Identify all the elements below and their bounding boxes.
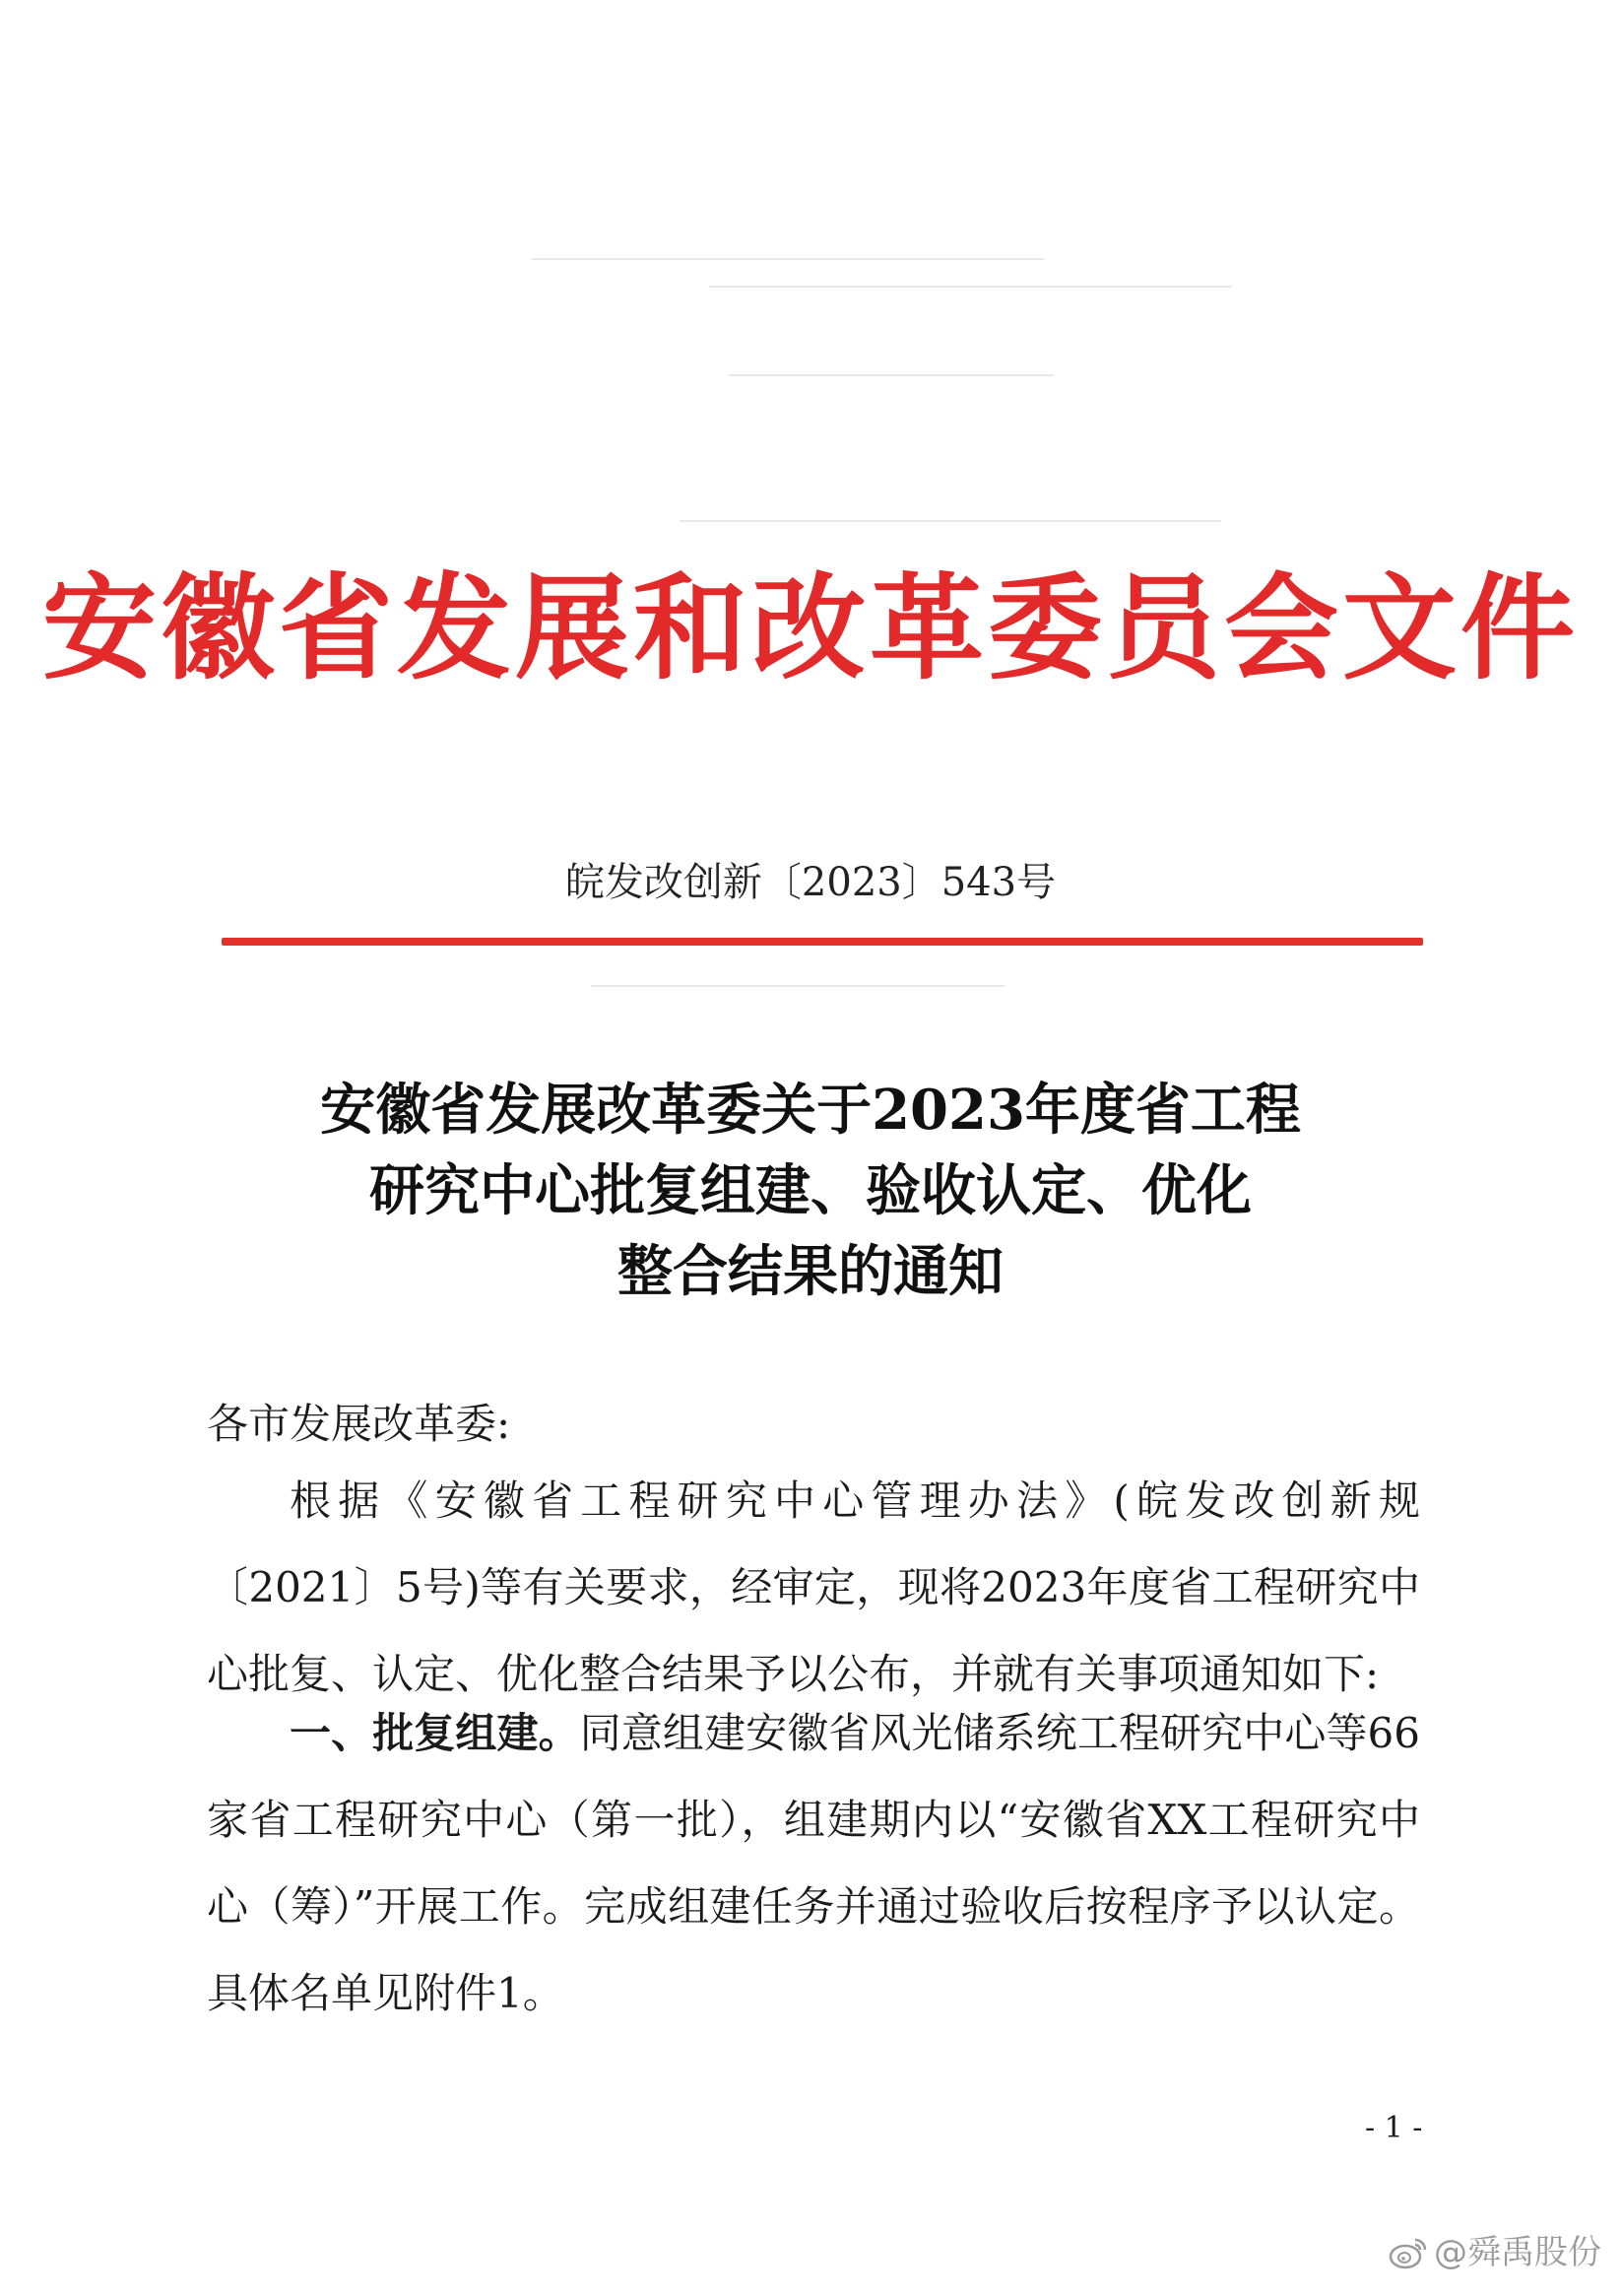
bleed-through-line xyxy=(532,258,1044,260)
document-number: 皖发改创新〔2023〕543号 xyxy=(564,860,1057,905)
bleed-through-line xyxy=(729,374,1054,376)
title-line-2: 研究中心批复组建、验收认定、优化 xyxy=(369,1158,1252,1223)
title-line-1: 安徽省发展改革委关于2023年度省工程 xyxy=(320,1078,1301,1143)
paragraph-approval xyxy=(207,1690,1420,2037)
bleed-through-line xyxy=(591,985,1005,987)
paragraph-approval-heading: 一、批复组建。 xyxy=(290,1709,580,1757)
paragraph-intro: 根据《安徽省工程研究中心管理办法》(皖发改创新规〔2021〕5号)等有关要求，经审定，现将2023年度省工程研究中心批复、认定、优化整合结果予以公布，并就有关事项通知如下: xyxy=(207,1476,1420,1698)
paragraph-approval-text: 同意组建安徽省风光储系统工程研究中心等66家省工程研究中心（第一批），组建期内以“安徽省XX工程研究中心（筹）”开展工作。完成组建任务并通过验收后按程序予以认定。具体名单见附件1。 xyxy=(207,1709,1420,2017)
issuer-header: 安徽省发展和改革委员会文件 xyxy=(42,561,1579,695)
bleed-through-line xyxy=(709,286,1231,288)
watermark-text: @舜禹股份 xyxy=(1434,2233,1601,2272)
document-title xyxy=(0,1070,1621,1312)
salutation: 各市发展改革委: xyxy=(207,1400,511,1448)
title-line-3: 整合结果的通知 xyxy=(617,1239,1004,1304)
weibo-watermark xyxy=(1389,2228,1601,2277)
bleed-through-line xyxy=(680,520,1221,522)
red-divider-rule xyxy=(222,938,1423,946)
page-number: - 1 - xyxy=(1365,2111,1423,2145)
weibo-icon xyxy=(1389,2236,1428,2269)
